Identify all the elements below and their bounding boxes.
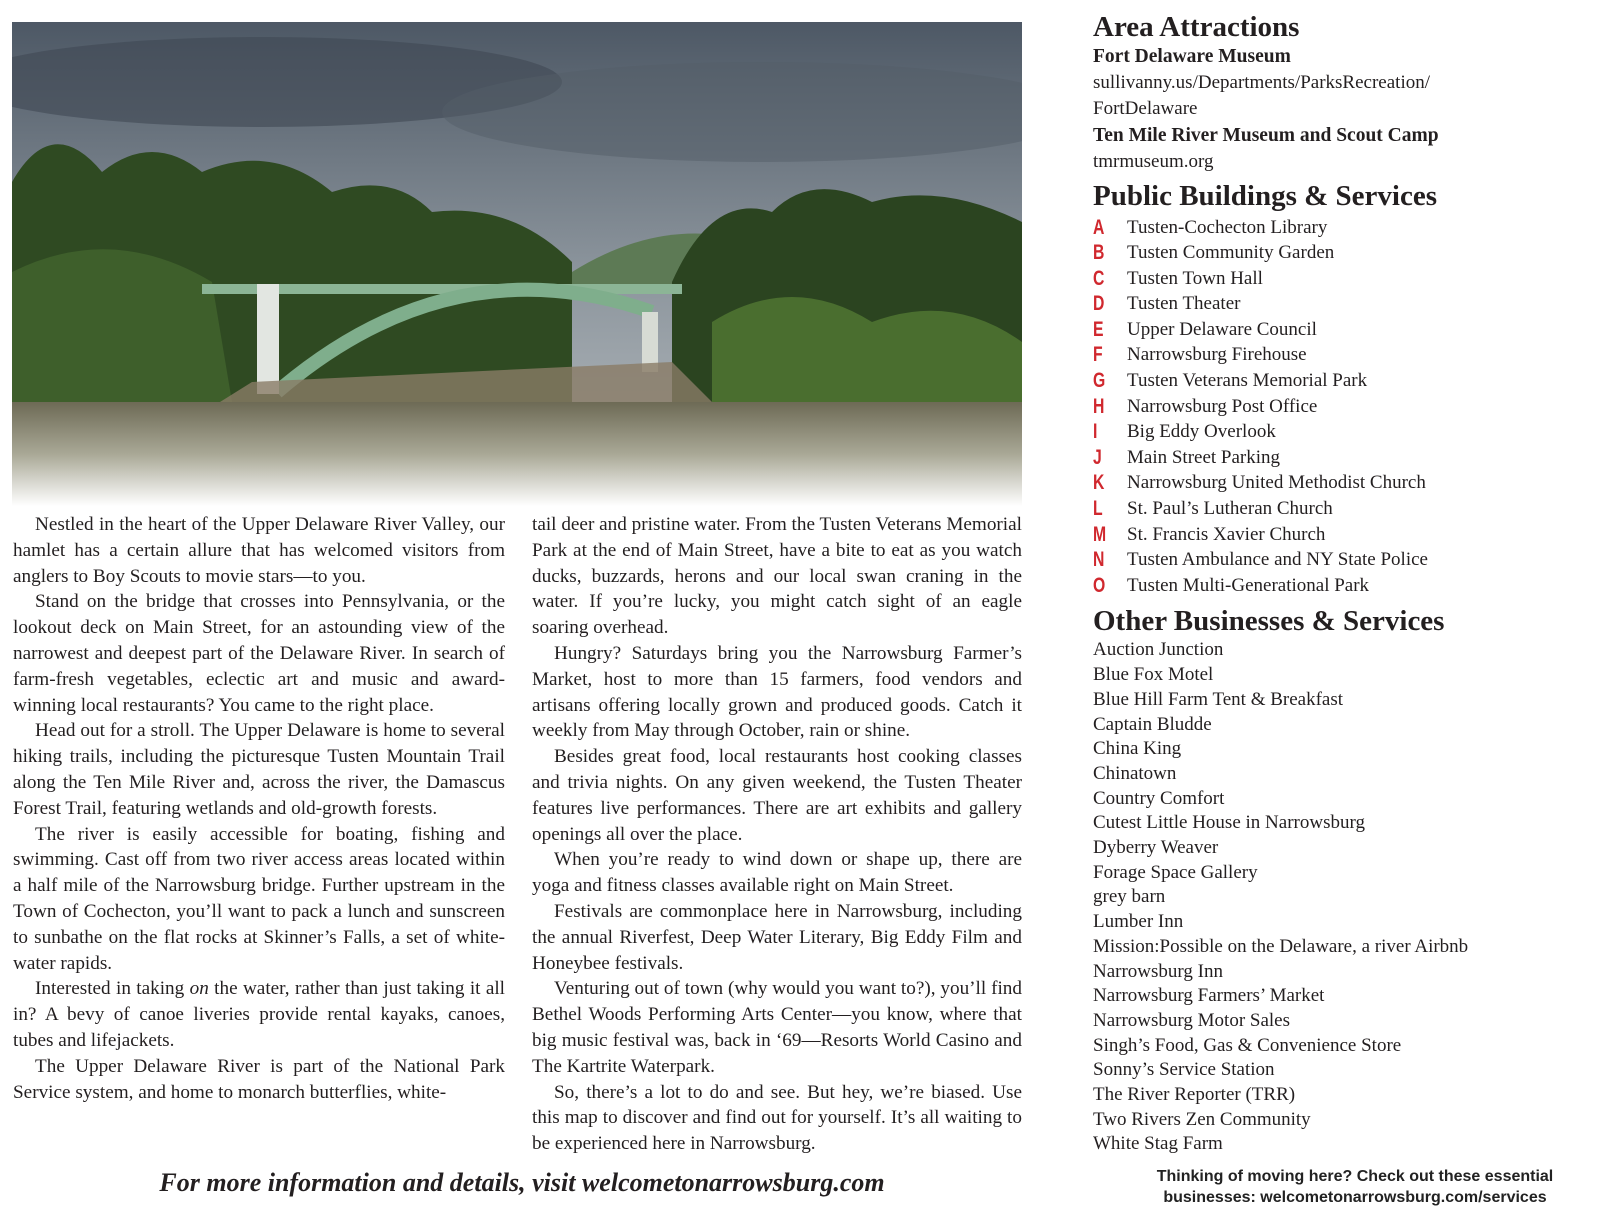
map-letter: N (1093, 548, 1105, 572)
building-name: Upper Delaware Council (1127, 318, 1317, 340)
business-item: China King (1093, 738, 1182, 760)
article-paragraph: tail deer and pristine water. From the Tusten Veterans Memorial Park at the end of Main Street, have a bite to eat as you watch ducks, buzzards, herons and our local swan craning in the water. If you’re lucky, you might catch sight of an eagle soaring overhead. (532, 514, 1022, 639)
business-item: Dyberry Weaver (1093, 837, 1219, 859)
business-item: Sonny’s Service Station (1093, 1059, 1275, 1081)
business-item: Auction Junction (1093, 639, 1224, 661)
map-letter: B (1093, 241, 1105, 265)
business-item: Forage Space Gallery (1093, 861, 1258, 883)
map-letter: A (1093, 215, 1105, 239)
article-paragraph: Stand on the bridge that crosses into Pennsylvania, or the lookout deck on Main Street, for an astounding view of the narrowest and deepest part of the Delaware River. In search of farm-fresh vegetables, eclectic art and music and award-winning local restaurants? You came to the right place. (13, 591, 505, 716)
building-name: Narrowsburg United Methodist Church (1127, 472, 1426, 494)
article-paragraph: Festivals are commonplace here in Narrowsburg, including the annual Riverfest, Deep Water Literary, Big Eddy Film and Honeybee festivals. (532, 900, 1022, 974)
business-item: Narrowsburg Farmers’ Market (1093, 985, 1325, 1007)
article-paragraph: Venturing out of town (why would you want to?), you’ll find Bethel Woods Performing Arts Center—you know, where that big music festival was, back in ‘69—Resorts World Casino and The Kartrite Waterpark. (532, 978, 1022, 1077)
bridge-river-photo (12, 22, 1022, 506)
area-attractions-heading: Area Attractions (1093, 11, 1300, 43)
public-building-item (1093, 368, 1613, 394)
map-letter: O (1093, 573, 1106, 597)
map-letter: H (1093, 394, 1105, 418)
article-paragraph: The river is easily accessible for boating, fishing and swimming. Cast off from two river access areas located within a half mile of the Narrowsburg bridge. Further upstream in the Town of Cochecton, you’ll want to pack a lunch and sunscreen to sunbathe on the flat rocks at Skinner’s Falls, a set of white-water rapids. (13, 823, 505, 974)
building-name: St. Paul’s Lutheran Church (1127, 498, 1333, 520)
building-name: Tusten Ambulance and NY State Police (1127, 549, 1428, 571)
note-line: Thinking of moving here? Check out these essential (1156, 1168, 1554, 1185)
map-letter: L (1093, 497, 1103, 521)
article-paragraph: Besides great food, local restaurants host cooking classes and trivia nights. On any given weekend, the Tusten Theater features live performances. There are art exhibits and gallery openings all over the place. (532, 746, 1022, 845)
public-building-item (1093, 470, 1613, 496)
business-item: Narrowsburg Motor Sales (1093, 1009, 1291, 1031)
building-name: Narrowsburg Firehouse (1127, 344, 1307, 366)
article-paragraph: When you’re ready to wind down or shape up, there are yoga and fitness classes available right on Main Street. (532, 849, 1022, 897)
public-building-item (1093, 240, 1613, 266)
other-businesses-heading: Other Businesses & Services (1093, 605, 1445, 638)
note-line: businesses: welcometonarrowsburg.com/services (1163, 1189, 1547, 1206)
article-paragraph: The Upper Delaware River is part of the National Park Service system, and home to monarch butterflies, white- (13, 1055, 505, 1103)
emphasis: on (189, 978, 209, 1000)
article-paragraph: Head out for a stroll. The Upper Delaware is home to several hiking trails, including the picturesque Tusten Mountain Trail along the Ten Mile River and, across the river, the Damascus Forest Trail, featuring wetlands and old-growth forests. (13, 720, 505, 819)
building-name: St. Francis Xavier Church (1127, 523, 1326, 545)
public-building-item (1093, 547, 1613, 573)
sidebar (1093, 10, 1613, 1157)
text: Interested in taking (35, 978, 190, 1000)
map-letter: M (1093, 522, 1107, 546)
building-name: Tusten Community Garden (1127, 242, 1335, 264)
business-item: Country Comfort (1093, 787, 1225, 809)
building-name: Tusten Multi-Generational Park (1127, 574, 1370, 596)
article-paragraph: So, there’s a lot to do and see. But hey, we’re biased. Use this map to discover and find out for yourself. It’s all waiting to be experienced here in Narrowsburg. (532, 1081, 1022, 1155)
business-item: Chinatown (1093, 762, 1177, 784)
map-letter: J (1093, 445, 1102, 469)
public-building-item (1093, 445, 1613, 471)
map-letter: F (1093, 343, 1103, 367)
business-item: Singh’s Food, Gas & Convenience Store (1093, 1034, 1402, 1056)
attraction-url: sullivanny.us/Departments/ParksRecreation/ (1093, 72, 1430, 93)
business-item: Two Rivers Zen Community (1093, 1108, 1311, 1130)
business-item: Cutest Little House in Narrowsburg (1093, 812, 1365, 834)
public-buildings-list (1093, 215, 1613, 599)
article-paragraph (13, 976, 505, 1053)
building-name: Main Street Parking (1127, 446, 1281, 468)
building-name: Tusten Veterans Memorial Park (1127, 370, 1368, 392)
map-letter: C (1093, 266, 1105, 290)
map-letter: D (1093, 292, 1105, 316)
attraction-name: Fort Delaware Museum (1093, 46, 1291, 67)
business-item: Narrowsburg Inn (1093, 960, 1223, 982)
map-letter: G (1093, 369, 1106, 393)
building-name: Narrowsburg Post Office (1127, 395, 1318, 417)
building-name: Tusten Theater (1127, 293, 1241, 315)
attraction-url: tmrmuseum.org (1093, 151, 1214, 172)
attraction-url: FortDelaware (1093, 97, 1198, 119)
public-building-item (1093, 573, 1613, 599)
article-paragraph: Hungry? Saturdays bring you the Narrowsburg Farmer’s Market, host to more than 15 farmers, food vendors and artisans offering locally grown and produced goods. Catch it weekly from May through October, rain or shine. (532, 642, 1022, 742)
article-paragraph: Nestled in the heart of the Upper Delaware River Valley, our hamlet has a certain allure that has welcomed visitors from anglers to Boy Scouts to movie stars—to you. (13, 514, 505, 587)
public-building-item (1093, 291, 1613, 317)
article-column-1 (13, 512, 505, 1105)
public-building-item (1093, 394, 1613, 420)
attraction-name: Ten Mile River Museum and Scout Camp (1093, 125, 1439, 146)
business-item: Mission:Possible on the Delaware, a river Airbnb (1093, 935, 1469, 957)
public-buildings-heading: Public Buildings & Services (1093, 179, 1438, 212)
map-letter: I (1093, 420, 1098, 444)
building-name: Tusten Town Hall (1127, 267, 1263, 289)
business-item: The River Reporter (TRR) (1093, 1084, 1296, 1106)
public-building-item (1093, 266, 1613, 292)
business-item: Blue Hill Farm Tent & Breakfast (1093, 688, 1344, 710)
public-building-item (1093, 419, 1613, 445)
building-name: Big Eddy Overlook (1127, 421, 1276, 443)
business-item: Captain Bludde (1093, 713, 1212, 735)
footer-website-callout: For more information and details, visit welcometonarrowsburg.com (159, 1168, 885, 1197)
business-item: grey barn (1093, 886, 1166, 908)
building-name: Tusten-Cochecton Library (1127, 216, 1328, 238)
map-letter: E (1093, 317, 1104, 341)
public-building-item (1093, 215, 1613, 241)
business-item: Blue Fox Motel (1093, 664, 1214, 686)
text: the water, rather than just taking it all in? A bevy of canoe liveries provide rental kayaks, canoes, tubes and lifejackets. (13, 978, 506, 1051)
public-building-item (1093, 496, 1613, 522)
public-building-item (1093, 317, 1613, 343)
moving-here-note (1105, 1166, 1605, 1208)
other-businesses-list (1093, 638, 1613, 1157)
public-building-item (1093, 522, 1613, 548)
article-column-2 (532, 512, 1022, 1157)
business-item: White Stag Farm (1093, 1133, 1223, 1155)
business-item: Lumber Inn (1093, 911, 1184, 933)
map-letter: K (1093, 471, 1105, 495)
public-building-item (1093, 342, 1613, 368)
